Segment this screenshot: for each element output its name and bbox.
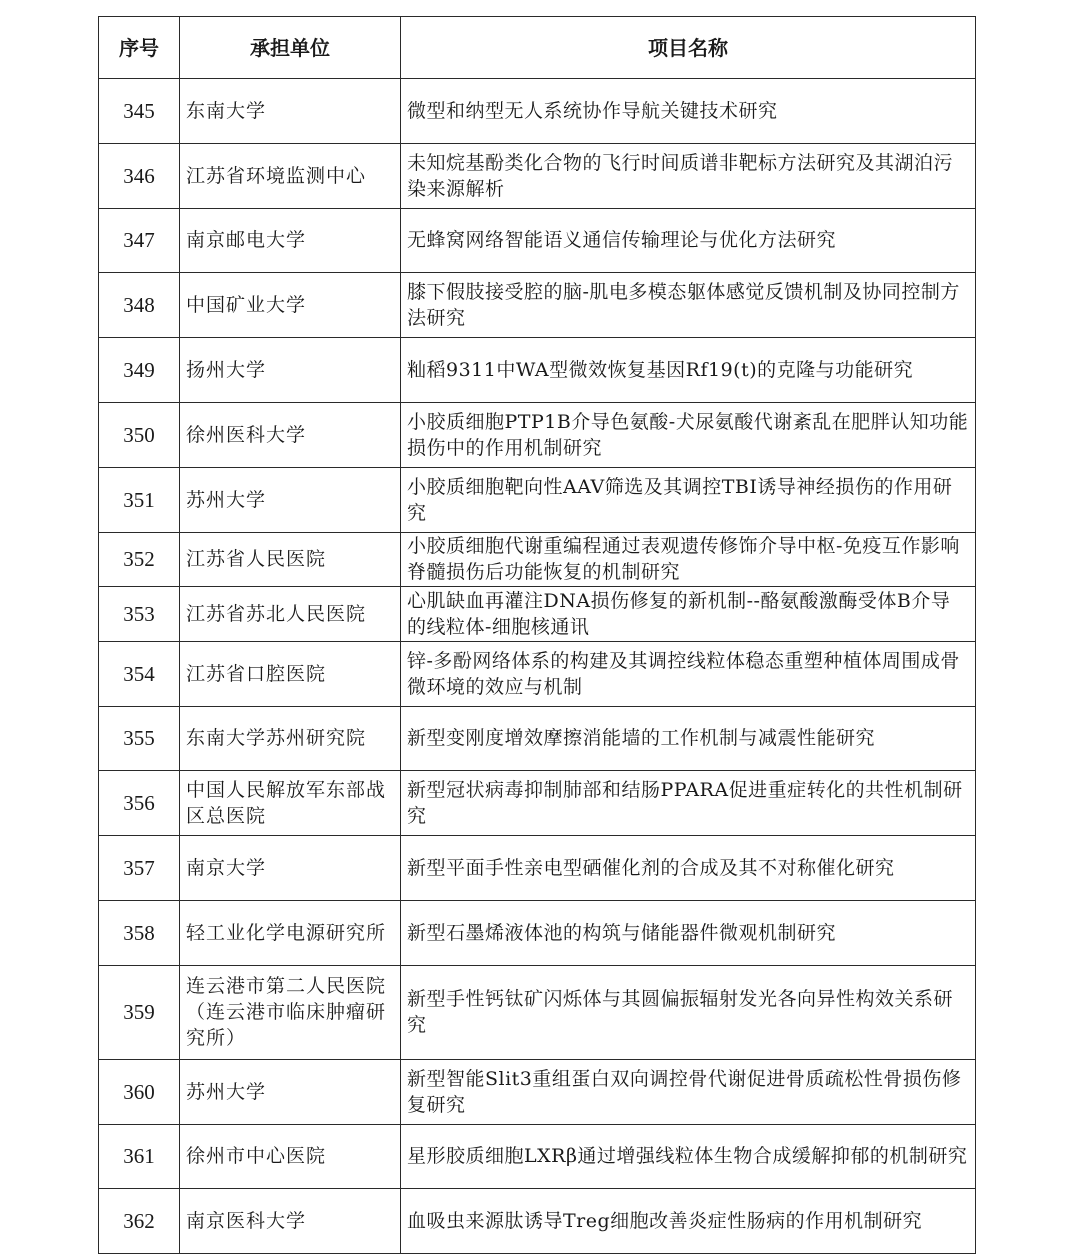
header-project: 项目名称 xyxy=(401,17,976,79)
row-seq: 346 xyxy=(99,143,180,208)
table-row xyxy=(99,532,976,587)
row-seq: 358 xyxy=(99,900,180,965)
row-project: 无蜂窝网络智能语义通信传输理论与优化方法研究 xyxy=(401,208,976,273)
row-unit: 东南大学 xyxy=(180,79,401,144)
table-header-row xyxy=(99,17,976,79)
row-project: 新型智能Slit3重组蛋白双向调控骨代谢促进骨质疏松性骨损伤修复研究 xyxy=(401,1059,976,1124)
row-project: 未知烷基酚类化合物的飞行时间质谱非靶标方法研究及其湖泊污染来源解析 xyxy=(401,143,976,208)
row-seq: 356 xyxy=(99,771,180,836)
row-seq: 361 xyxy=(99,1124,180,1189)
row-project: 膝下假肢接受腔的脑-肌电多模态躯体感觉反馈机制及协同控制方法研究 xyxy=(401,273,976,338)
row-unit: 江苏省苏北人民医院 xyxy=(180,587,401,642)
header-unit: 承担单位 xyxy=(180,17,401,79)
row-unit: 苏州大学 xyxy=(180,1059,401,1124)
table-row xyxy=(99,1059,976,1124)
row-project: 星形胶质细胞LXRβ通过增强线粒体生物合成缓解抑郁的机制研究 xyxy=(401,1124,976,1189)
row-seq: 354 xyxy=(99,641,180,706)
table-row xyxy=(99,706,976,771)
row-project: 小胶质细胞PTP1B介导色氨酸-犬尿氨酸代谢紊乱在肥胖认知功能损伤中的作用机制研究 xyxy=(401,402,976,467)
row-unit: 轻工业化学电源研究所 xyxy=(180,900,401,965)
row-project: 血吸虫来源肽诱导Treg细胞改善炎症性肠病的作用机制研究 xyxy=(401,1189,976,1254)
row-unit: 南京大学 xyxy=(180,836,401,901)
row-unit: 江苏省口腔医院 xyxy=(180,641,401,706)
table-row xyxy=(99,965,976,1059)
row-unit: 东南大学苏州研究院 xyxy=(180,706,401,771)
row-seq: 349 xyxy=(99,338,180,403)
row-unit: 中国人民解放军东部战区总医院 xyxy=(180,771,401,836)
row-project: 新型变刚度增效摩擦消能墙的工作机制与减震性能研究 xyxy=(401,706,976,771)
row-unit: 徐州医科大学 xyxy=(180,402,401,467)
row-unit: 南京医科大学 xyxy=(180,1189,401,1254)
row-seq: 353 xyxy=(99,587,180,642)
row-project: 小胶质细胞代谢重编程通过表观遗传修饰介导中枢-免疫互作影响脊髓损伤后功能恢复的机制研究 xyxy=(401,532,976,587)
row-project: 小胶质细胞靶向性AAV筛选及其调控TBI诱导神经损伤的作用研究 xyxy=(401,467,976,532)
header-seq: 序号 xyxy=(99,17,180,79)
table-row xyxy=(99,836,976,901)
row-seq: 359 xyxy=(99,965,180,1059)
table-row xyxy=(99,273,976,338)
row-unit: 中国矿业大学 xyxy=(180,273,401,338)
row-project: 新型平面手性亲电型硒催化剂的合成及其不对称催化研究 xyxy=(401,836,976,901)
row-project: 微型和纳型无人系统协作导航关键技术研究 xyxy=(401,79,976,144)
row-unit: 连云港市第二人民医院（连云港市临床肿瘤研究所） xyxy=(180,965,401,1059)
table-row xyxy=(99,79,976,144)
row-seq: 345 xyxy=(99,79,180,144)
table-row xyxy=(99,208,976,273)
row-project: 新型手性钙钛矿闪烁体与其圆偏振辐射发光各向异性构效关系研究 xyxy=(401,965,976,1059)
row-unit: 江苏省人民医院 xyxy=(180,532,401,587)
row-unit: 南京邮电大学 xyxy=(180,208,401,273)
row-seq: 350 xyxy=(99,402,180,467)
table-row xyxy=(99,143,976,208)
table-row xyxy=(99,402,976,467)
row-seq: 362 xyxy=(99,1189,180,1254)
row-seq: 347 xyxy=(99,208,180,273)
row-seq: 360 xyxy=(99,1059,180,1124)
row-project: 新型石墨烯液体池的构筑与储能器件微观机制研究 xyxy=(401,900,976,965)
row-seq: 352 xyxy=(99,532,180,587)
table-row xyxy=(99,587,976,642)
row-seq: 348 xyxy=(99,273,180,338)
row-seq: 357 xyxy=(99,836,180,901)
row-seq: 355 xyxy=(99,706,180,771)
row-project: 籼稻9311中WA型微效恢复基因Rf19(t)的克隆与功能研究 xyxy=(401,338,976,403)
row-project: 锌-多酚网络体系的构建及其调控线粒体稳态重塑种植体周围成骨微环境的效应与机制 xyxy=(401,641,976,706)
table-row xyxy=(99,467,976,532)
row-seq: 351 xyxy=(99,467,180,532)
row-project: 新型冠状病毒抑制肺部和结肠PPARA促进重症转化的共性机制研究 xyxy=(401,771,976,836)
project-table xyxy=(98,16,976,1254)
table-row xyxy=(99,641,976,706)
row-unit: 江苏省环境监测中心 xyxy=(180,143,401,208)
table-row xyxy=(99,771,976,836)
table-row xyxy=(99,900,976,965)
row-project: 心肌缺血再灌注DNA损伤修复的新机制--酪氨酸激酶受体B介导的线粒体-细胞核通讯 xyxy=(401,587,976,642)
row-unit: 苏州大学 xyxy=(180,467,401,532)
table-row xyxy=(99,1124,976,1189)
table-row xyxy=(99,1189,976,1254)
row-unit: 扬州大学 xyxy=(180,338,401,403)
row-unit: 徐州市中心医院 xyxy=(180,1124,401,1189)
table-row xyxy=(99,338,976,403)
